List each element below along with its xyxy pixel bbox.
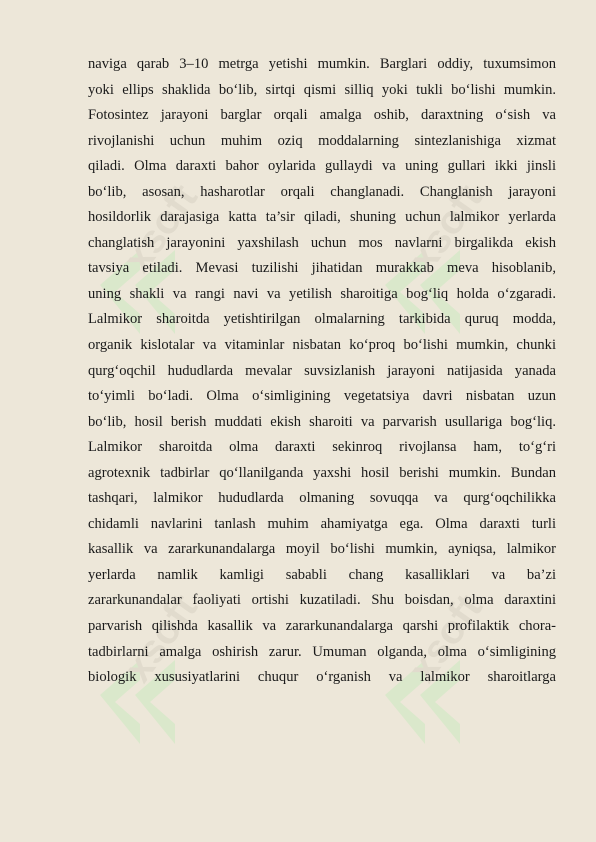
text-line: naviga qarab 3–10 metrga yetishi mumkin. Barglari oddiy, tuxumsimon: [88, 56, 556, 72]
text-line: agrotexnik tadbirlar qo‘llanilganda yaxshi hosil berishi mumkin. Bundan: [88, 464, 556, 481]
text-line: yerlarda namlik kamligi sababli chang kasalliklari va ba’zi: [88, 566, 556, 583]
text-line: tavsiya etiladi. Mevasi tuzilishi jihatidan murakkab meva hisoblanib,: [88, 260, 556, 277]
text-line: changlatish jarayonini yaxshilash uchun mos navlarni birgalikda ekish: [88, 234, 556, 251]
text-line: to‘yimli bo‘ladi. Olma o‘simligining vegetatsiya davri nisbatan uzun: [88, 388, 556, 405]
svg-text:xsoft: xsoft: [115, 176, 206, 281]
text-line: uning shakli va rangi navi va yetilish sharoitiga bog‘liq holda o‘zgaradi.: [88, 285, 556, 302]
text-line: tadbirlarni amalga oshirish zarur. Umuman olganda, olma o‘simligining: [88, 643, 556, 660]
text-line: bo‘lib, hosil berish muddati ekish sharoiti va parvarish usullariga bog‘liq.: [88, 413, 556, 430]
text-line: yoki ellips shaklida bo‘lib, sirtqi qismi silliq yoki tukli bo‘lishi mumkin.: [88, 81, 556, 98]
svg-text:xsoft: xsoft: [115, 586, 206, 691]
text-line: kasallik va zararkunandalarga moyil bo‘lishi mumkin, ayniqsa, lalmikor: [88, 541, 556, 558]
svg-text:xsoft: xsoft: [400, 586, 491, 691]
text-line: rivojlanishi uchun muhim oziq moddalarning sintezlanishiga xizmat: [88, 132, 556, 149]
body-paragraph: [88, 52, 556, 691]
text-line: qiladi. Olma daraxti bahor oylarida gullaydi va uning gullari ikki jinsli: [88, 158, 556, 175]
svg-text:xsoft: xsoft: [400, 176, 491, 281]
text-line: parvarish qilishda kasallik va zararkunandalarga qarshi profilaktik chora-: [88, 618, 556, 635]
text-line: hosildorlik darajasiga katta ta’sir qiladi, shuning uchun lalmikor yerlarda: [88, 209, 556, 226]
text-line: qurg‘oqchil hududlarda mevalar suvsizlanish jarayoni natijasida yanada: [88, 362, 556, 379]
text-line: zararkunandalar faoliyati ortishi kuzatiladi. Shu boisdan, olma daraxtini: [88, 592, 556, 609]
text-line: chidamli navlarini tanlash muhim ahamiyatga ega. Olma daraxti turli: [88, 515, 556, 532]
text-line: Fotosintez jarayoni barglar orqali amalga oshib, daraxtning o‘sish va: [88, 107, 556, 124]
text-line: tashqari, lalmikor hududlarda olmaning sovuqqa va qurg‘oqchilikka: [88, 490, 556, 507]
text-line: biologik xususiyatlarini chuqur o‘rganish va lalmikor sharoitlarga: [88, 669, 556, 686]
text-line: Lalmikor sharoitda olma daraxti sekinroq rivojlansa ham, to‘g‘ri: [88, 439, 556, 456]
text-line: Lalmikor sharoitda yetishtirilgan olmalarning tarkibida quruq modda,: [88, 311, 556, 328]
text-line: bo‘lib, asosan, hasharotlar orqali changlanadi. Changlanish jarayoni: [88, 183, 556, 200]
text-line: organik kislotalar va vitaminlar nisbatan ko‘proq bo‘lishi mumkin, chunki: [88, 337, 556, 354]
